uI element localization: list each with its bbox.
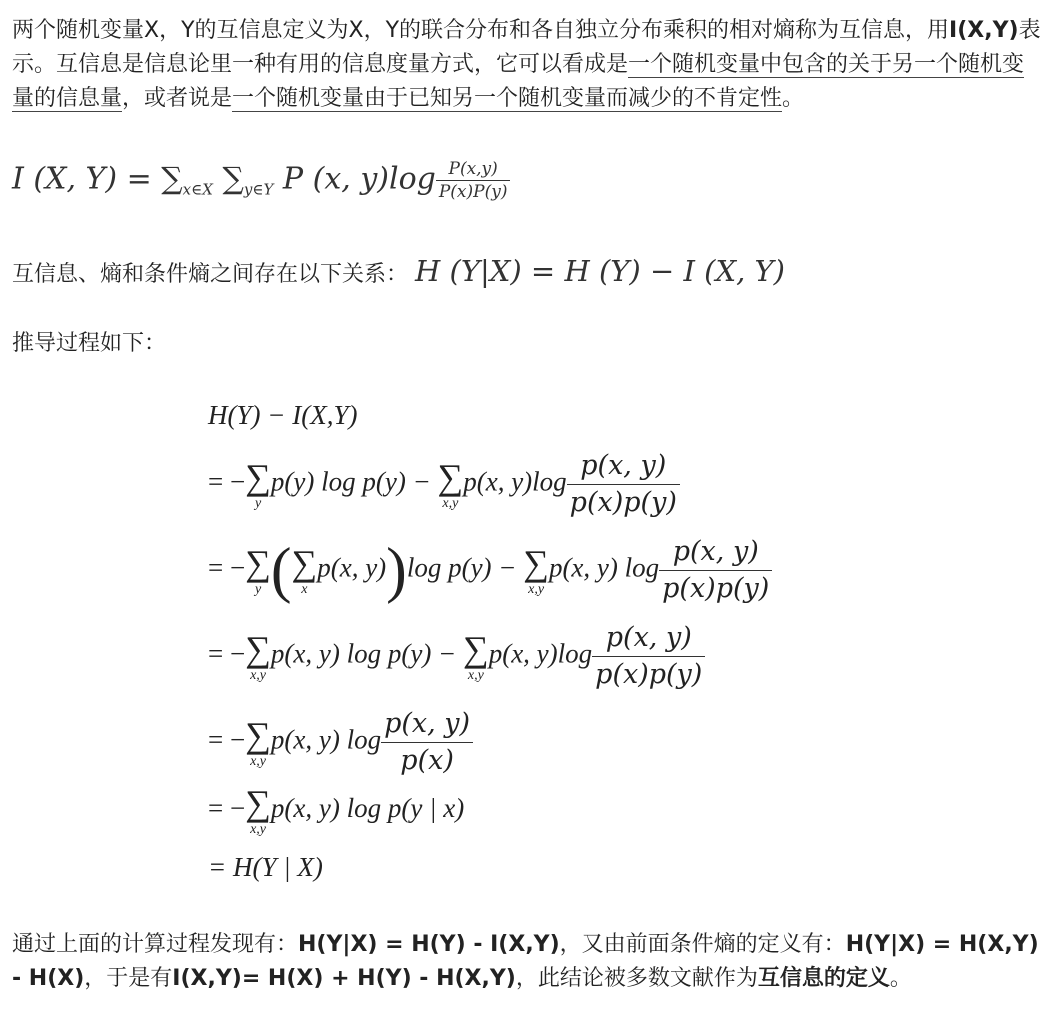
term: p(x, y) log	[270, 724, 382, 755]
derivation-line-1	[208, 448, 680, 521]
intro-text-4: 。	[782, 86, 805, 111]
formula1-sum2: ∑	[222, 161, 244, 197]
equals-minus: = −	[208, 552, 246, 583]
right-paren: )	[386, 536, 407, 605]
term: p(x, y) log p(y | x)	[270, 793, 465, 824]
conclusion-text-3: ，于是有	[84, 966, 173, 991]
equals-minus: = −	[208, 638, 246, 669]
term: p(x, y) log	[548, 552, 660, 583]
intro-paragraph	[12, 14, 1042, 116]
relation-line	[12, 254, 1042, 292]
formula1-sub1: x∈X	[182, 180, 213, 199]
relation-formula: H (Y|X) = H (Y) − I (X, Y)	[415, 254, 785, 288]
conclusion-bold-3: I(X,Y)= H(X) + H(Y) - H(X,Y)	[172, 966, 516, 991]
equals-minus: = −	[208, 724, 246, 755]
conclusion-text-5: 。	[889, 966, 912, 991]
derivation-line-2	[208, 534, 772, 607]
conclusion-bold-2: H(Y|X) = H(X,Y) - H(X)	[12, 932, 1039, 991]
sum-y: ∑ y	[245, 542, 271, 597]
derivation-line-5	[208, 785, 464, 837]
sum-xy: ∑ x,y	[245, 783, 271, 837]
conclusion-text-4: ，此结论被多数文献作为	[515, 966, 758, 991]
derivation-label: 推导过程如下：	[12, 331, 167, 356]
sum-x: ∑ x	[291, 542, 318, 597]
formula1-sum1: ∑	[161, 161, 183, 197]
relation-label: 互信息、熵和条件熵之间存在以下关系：	[12, 262, 409, 287]
derivation-line-4	[208, 706, 473, 779]
conclusion-bold-4: 互信息的定义	[757, 966, 890, 991]
derivation-line-0: H(Y) − I(X,Y)	[208, 400, 358, 430]
term: p(y) log p(y) −	[270, 466, 438, 497]
formula1-lhs: I (X, Y) =	[12, 161, 162, 197]
left-paren: (	[270, 536, 292, 605]
formula1-sub2: y∈Y	[243, 180, 274, 199]
intro-underlined-1: 一个随机变量中包含的关于另一个随机变量的信息量	[12, 52, 1025, 111]
fraction: $\frac{p(x, y)}{p(x)}$	[381, 706, 473, 779]
sum-xy: ∑ x,y	[523, 542, 549, 597]
derivation-line-6: = H(Y | X)	[208, 852, 323, 882]
term: p(x, y)	[317, 552, 387, 583]
intro-bold-ixy: I(X,Y)	[949, 18, 1019, 43]
intro-text-3: ，或者说是	[122, 86, 233, 111]
sum-xy: ∑ x,y	[437, 456, 464, 511]
equals-minus: = −	[208, 793, 246, 824]
term: p(x, y)log	[488, 638, 593, 669]
conclusion-text-1: 通过上面的计算过程发现有：	[12, 932, 299, 957]
derivation-line-3	[208, 620, 705, 693]
mutual-information-formula	[12, 158, 510, 203]
formula1-term: P (x, y)log	[282, 161, 436, 197]
conclusion-text-2: ，又由前面条件熵的定义有：	[559, 932, 846, 957]
fraction: $\frac{p(x, y)}{p(x)p(y)}$	[592, 620, 705, 693]
formula1-fraction	[436, 158, 511, 203]
conclusion-paragraph	[12, 928, 1042, 996]
fraction: $\frac{p(x, y)}{p(x)p(y)}$	[567, 448, 680, 521]
sum-y: ∑ y	[245, 456, 271, 511]
fraction: $\frac{p(x, y)}{p(x)p(y)}$	[659, 534, 772, 607]
formula1-numerator: P(x,y)	[436, 158, 511, 181]
formula1-denominator: P(x)P(y)	[438, 182, 508, 202]
intro-text-2: 表示。互信息是信息论里一种有用的信息度量方式，它可以看成是	[12, 18, 1041, 77]
term: log p(y) −	[406, 552, 524, 583]
sum-xy: ∑ x,y	[245, 714, 271, 769]
conclusion-bold-1: H(Y|X) = H(Y) - I(X,Y)	[298, 932, 560, 957]
equals-minus: = −	[208, 466, 246, 497]
intro-text-1: 两个随机变量X，Y的互信息定义为X，Y的联合分布和各自独立分布乘积的相对熵称为互信息，用	[12, 18, 950, 43]
sum-xy: ∑ x,y	[463, 628, 489, 683]
term: p(x, y)log	[463, 466, 567, 497]
term: p(x, y) log p(y) −	[270, 638, 464, 669]
intro-underlined-2: 一个随机变量由于已知另一个随机变量而减少的不肯定性	[232, 86, 783, 111]
sum-xy: ∑ x,y	[245, 628, 271, 683]
